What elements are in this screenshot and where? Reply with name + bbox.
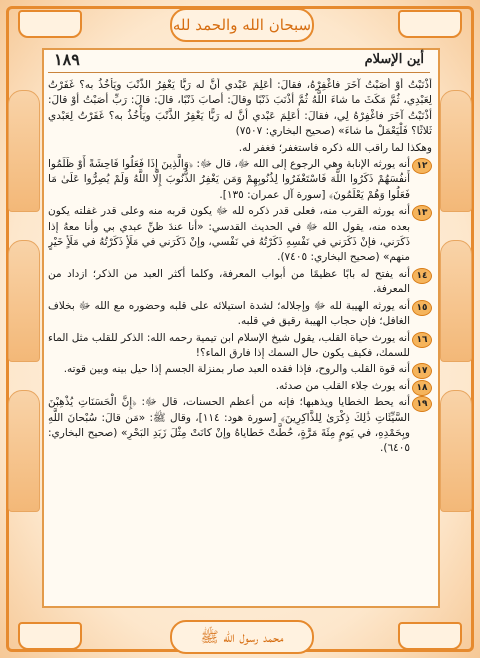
item-text: أنه يورثه الإنابة وهي الرجوع إلى الله ﷻ، قال ﷻ: ﴿وَالَّذِينَ إِذَا فَعَلُوا فَاحِشَةً أَوْ ظَلَمُوا أَنفُسَهُمْ ذَكَرُوا اللَّهَ فَاسْتَغْفَرُوا لِذُنُوبِهِمْ وَمَن يَغْفِرُ الذُّنُوبَ إِلَّا اللَّهُ وَلَمْ يُصِرُّوا عَلَىٰ مَا فَعَلُوا وَهُمْ يَعْلَمُونَ﴾ [سورة آل عمران: ١٣٥].	[48, 158, 410, 201]
item-number-badge: ١٢	[412, 158, 432, 174]
item-number-badge: ١٦	[412, 332, 432, 348]
list-item	[48, 267, 432, 298]
item-number-badge: ١٧	[412, 363, 432, 379]
quran-book-icon	[18, 10, 82, 38]
page-body	[48, 78, 432, 598]
list-item	[48, 362, 432, 377]
item-number-badge: ١٥	[412, 300, 432, 316]
left-ornament	[8, 390, 40, 512]
top-cartouche: سبحان الله والحمد لله	[170, 8, 314, 42]
list-item	[48, 395, 432, 457]
intro-paragraph: وهكذا لما راقب الله ذكره فاستغفر؛ فغفر له.	[238, 141, 432, 154]
list-item	[48, 331, 432, 362]
header-divider	[48, 72, 430, 73]
item-number-badge: ١٨	[412, 380, 432, 396]
running-title: أين الإسلام	[364, 52, 424, 67]
list-item	[48, 157, 432, 203]
right-ornament	[440, 90, 472, 212]
item-text: أنه يورثه القرب منه، فعلى قدر ذكره لله ﷻ يكون قربه منه وعلى قدر غفلته يكون بعده منه، يقول الله ﷻ في الحديث القدسي: «أنا عندَ ظنِّ عبدي بي وأنا معهُ إذا ذَكَرَني، فإنْ ذَكَرَني في نَفْسِهِ ذَكَرْتُهُ في نَفْسي، وإنْ ذَكَرَني في مَلَأٍ ذَكَرْتُهُ في مَلَأٍ خَيْرٍ منهم» (صحيح البخاري: ٧٤٠٥).	[48, 205, 410, 264]
right-ornament	[440, 240, 472, 362]
quran-book-icon	[18, 622, 82, 650]
item-text: أنه يورثه الهيبة لله ﷻ وإجلاله؛ لشدة استيلائه على قلبه وحضوره مع الله ﷻ بخلاف الغافل؛ فإن حجاب الهيبة رقيق في قلبه.	[48, 299, 410, 328]
item-text: أنه يورث حياة القلب، يقول شيخ الإسلام ابن تيمية رحمه الله: الذكر للقلب مثل الماء للسمك، فكيف يكون حال السمك إذا فارق الماء؟!	[48, 331, 410, 359]
bottom-cartouche: محمد رسول الله ﷺ	[170, 620, 314, 654]
item-number-badge: ١٣	[412, 205, 432, 221]
item-number-badge: ١٤	[412, 268, 432, 284]
quran-book-icon	[398, 622, 462, 650]
item-text: أنه يفتح له بابًا عظيمًا من أبواب المعرفة، وكلما أكثر العبد من الذكر؛ ازداد من المعرفة.	[48, 267, 410, 296]
page-header	[48, 50, 430, 72]
item-text: أنه يحط الخطايا ويذهبها؛ فإنه من أعظم الحسنات، قال ﷻ: ﴿إِنَّ الْحَسَنَاتِ يُذْهِبْنَ السَّيِّئَاتِ ذَٰلِكَ ذِكْرَىٰ لِلذَّاكِرِينَ﴾ [سورة هود: ١١٤]، وقال ﷺ: «مَن قالَ: سُبْحانَ اللَّهِ وبِحَمْدِهِ، في يَومٍ مِئَةَ مَرَّةٍ، حُطَّتْ خَطاياهُ وإنْ كانَتْ مِثْلَ زَبَدِ البَحْرِ» (صحيح البخاري: ٦٤٠٥).	[48, 396, 410, 455]
item-text: أنه قوة القلب والروح، فإذا فقده العبد صار بمنزلة الجسم إذا حيل بينه وبين قوته.	[63, 363, 410, 376]
left-ornament	[8, 90, 40, 212]
right-ornament	[440, 390, 472, 512]
list-item	[48, 379, 432, 394]
left-ornament	[8, 240, 40, 362]
intro-paragraph: أذْنَبْتُ أوْ أصَبْتُ آخَرَ فاغْفِرْهُ، فقالَ: أعَلِمَ عَبْدي أنَّ له رَبًّا يَغْفِرُ الذَّنْبَ ويَأْخُذُ به؟ غَفَرْتُ لِعَبْدِي، ثُمَّ مَكَثَ ما شاءَ اللَّهُ ثُمَّ أذْنَبَ ذَنْبًا وقالَ: أصابَ ذَنْبًا، قالَ: قالَ: رَبِّ أصَبْتُ أوْ قالَ: أذْنَبْتُ آخَرَ فاغْفِرْهُ لِي، فقالَ: أعَلِمَ عَبْدي أنَّ له رَبًّا يَغْفِرُ الذَّنْبَ ويَأْخُذُ به؟ غَفَرْتُ لِعَبْدي ثَلاثًا؟ فَلْيَعْمَلْ ما شاءَ» (صحيح البخاري: ٧٥٠٧)	[48, 79, 432, 138]
page-number: ١٨٩	[54, 50, 80, 69]
quran-book-icon	[398, 10, 462, 38]
item-text: أنه يورث جلاء القلب من صدئه.	[275, 379, 410, 392]
list-item	[48, 299, 432, 330]
item-number-badge: ١٩	[412, 396, 432, 412]
list-item	[48, 204, 432, 266]
